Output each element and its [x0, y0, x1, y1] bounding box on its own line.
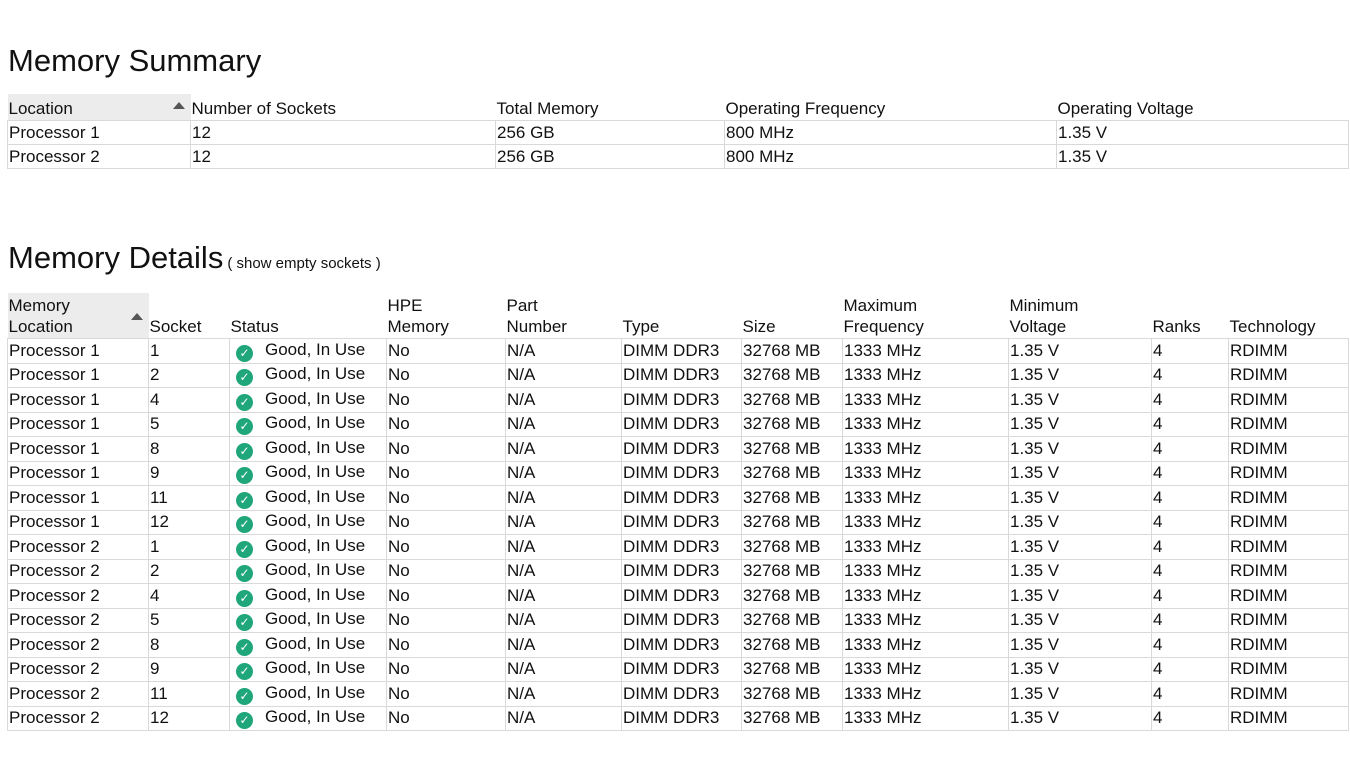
details-cell: 1.35 V: [1009, 657, 1152, 682]
details-cell: 32768 MB: [742, 510, 843, 535]
details-cell: [230, 706, 387, 731]
details-cell: No: [387, 388, 506, 413]
check-circle-icon: ✓: [236, 639, 253, 656]
details-cell: 5: [149, 608, 230, 633]
details-cell: RDIMM: [1229, 437, 1349, 462]
details-cell: No: [387, 608, 506, 633]
details-cell: 1333 MHz: [843, 412, 1009, 437]
details-cell: 1.35 V: [1009, 461, 1152, 486]
details-cell: No: [387, 657, 506, 682]
details-cell: 2: [149, 363, 230, 388]
summary-cell: Processor 2: [8, 145, 191, 169]
details-cell: 4: [1152, 461, 1229, 486]
details-cell: RDIMM: [1229, 633, 1349, 658]
header-line: [150, 295, 230, 316]
sort-ascending-icon: [173, 102, 185, 109]
details-cell: 4: [1152, 559, 1229, 584]
details-cell: [230, 657, 387, 682]
details-cell: DIMM DDR3: [622, 608, 742, 633]
summary-header-number-of-sockets[interactable]: Number of Sockets: [191, 99, 337, 118]
details-cell: Processor 2: [8, 535, 149, 560]
details-cell: No: [387, 437, 506, 462]
memory-row: [8, 682, 1349, 707]
check-circle-icon: ✓: [236, 467, 253, 484]
details-cell: 8: [149, 633, 230, 658]
details-cell: 1.35 V: [1009, 706, 1152, 731]
summary-cell: 12: [191, 121, 496, 145]
details-cell: 1.35 V: [1009, 535, 1152, 560]
summary-header-total-memory[interactable]: Total Memory: [496, 99, 599, 118]
check-circle-icon: ✓: [236, 541, 253, 558]
details-cell: No: [387, 363, 506, 388]
details-cell: [230, 388, 387, 413]
details-cell: 1333 MHz: [843, 682, 1009, 707]
header-line: Frequency: [843, 317, 924, 336]
details-cell: 1333 MHz: [843, 657, 1009, 682]
header-line: Ranks: [1152, 317, 1201, 336]
details-cell: N/A: [506, 461, 622, 486]
details-cell: N/A: [506, 388, 622, 413]
details-cell: DIMM DDR3: [622, 412, 742, 437]
header-line: Memory: [387, 317, 449, 336]
memory-row: [8, 608, 1349, 633]
details-cell: DIMM DDR3: [622, 437, 742, 462]
details-cell: No: [387, 412, 506, 437]
details-cell: N/A: [506, 706, 622, 731]
header-line: Number: [506, 317, 567, 336]
memory-row: [8, 559, 1349, 584]
check-circle-icon: ✓: [236, 418, 253, 435]
details-cell: 1.35 V: [1009, 437, 1152, 462]
details-cell: N/A: [506, 363, 622, 388]
status-text: Good, In Use: [265, 658, 366, 678]
details-cell: N/A: [506, 412, 622, 437]
details-cell: RDIMM: [1229, 388, 1349, 413]
details-cell: 4: [1152, 363, 1229, 388]
details-cell: Processor 2: [8, 608, 149, 633]
details-cell: [230, 584, 387, 609]
details-cell: 8: [149, 437, 230, 462]
details-cell: RDIMM: [1229, 706, 1349, 731]
memory-details-title-text: Memory Details: [8, 240, 224, 275]
details-cell: No: [387, 559, 506, 584]
details-cell: 4: [1152, 633, 1229, 658]
details-cell: 4: [1152, 339, 1229, 364]
details-cell: DIMM DDR3: [622, 363, 742, 388]
details-cell: N/A: [506, 437, 622, 462]
details-cell: 1333 MHz: [843, 559, 1009, 584]
details-cell: DIMM DDR3: [622, 339, 742, 364]
details-cell: 11: [149, 486, 230, 511]
details-cell: DIMM DDR3: [622, 486, 742, 511]
details-cell: Processor 2: [8, 682, 149, 707]
header-line: Socket: [149, 317, 202, 336]
details-cell: 1333 MHz: [843, 535, 1009, 560]
details-header-size[interactable]: [742, 293, 843, 339]
details-header-ranks[interactable]: [1152, 293, 1229, 339]
status-text: Good, In Use: [265, 511, 366, 531]
details-header-memory-location[interactable]: [8, 293, 149, 339]
details-cell: N/A: [506, 510, 622, 535]
details-cell: 32768 MB: [742, 339, 843, 364]
memory-summary-title: Memory Summary: [8, 43, 262, 78]
details-cell: Processor 1: [8, 510, 149, 535]
details-cell: No: [387, 486, 506, 511]
details-cell: 32768 MB: [742, 388, 843, 413]
details-cell: DIMM DDR3: [622, 706, 742, 731]
details-cell: 1333 MHz: [843, 510, 1009, 535]
details-cell: 1.35 V: [1009, 559, 1152, 584]
summary-cell: Processor 1: [8, 121, 191, 145]
details-cell: No: [387, 633, 506, 658]
details-cell: 4: [1152, 437, 1229, 462]
details-cell: [230, 461, 387, 486]
memory-row: [8, 633, 1349, 658]
details-cell: 32768 MB: [742, 682, 843, 707]
details-header-part-number[interactable]: [506, 293, 622, 339]
details-cell: [230, 486, 387, 511]
status-text: Good, In Use: [265, 682, 366, 702]
details-cell: DIMM DDR3: [622, 633, 742, 658]
details-cell: 1: [149, 535, 230, 560]
memory-summary-table: [7, 94, 1349, 169]
details-header-minimum-voltage[interactable]: [1009, 293, 1152, 339]
memory-row: [8, 461, 1349, 486]
details-cell: 32768 MB: [742, 584, 843, 609]
details-cell: RDIMM: [1229, 461, 1349, 486]
details-cell: 32768 MB: [742, 412, 843, 437]
memory-row: [8, 657, 1349, 682]
header-line: Type: [622, 317, 660, 336]
memory-row: [8, 486, 1349, 511]
status-text: Good, In Use: [265, 364, 366, 384]
summary-header-operating-voltage[interactable]: Operating Voltage: [1057, 99, 1194, 118]
details-cell: RDIMM: [1229, 412, 1349, 437]
details-cell: 1.35 V: [1009, 584, 1152, 609]
details-cell: Processor 2: [8, 584, 149, 609]
details-cell: 1333 MHz: [843, 388, 1009, 413]
summary-cell: 256 GB: [496, 145, 725, 169]
details-cell: 1.35 V: [1009, 388, 1152, 413]
summary-cell: 800 MHz: [725, 121, 1057, 145]
details-cell: N/A: [506, 339, 622, 364]
details-cell: DIMM DDR3: [622, 657, 742, 682]
memory-row: [8, 535, 1349, 560]
check-circle-icon: ✓: [236, 712, 253, 729]
details-cell: Processor 1: [8, 461, 149, 486]
details-cell: [230, 363, 387, 388]
details-cell: No: [387, 461, 506, 486]
details-cell: DIMM DDR3: [622, 510, 742, 535]
details-cell: No: [387, 510, 506, 535]
header-line: HPE: [387, 296, 423, 315]
header-line: Location: [8, 317, 73, 336]
summary-row: [8, 121, 1349, 145]
details-cell: 4: [1152, 486, 1229, 511]
header-line: [231, 295, 387, 316]
details-cell: DIMM DDR3: [622, 584, 742, 609]
summary-cell: 1.35 V: [1057, 145, 1349, 169]
details-cell: RDIMM: [1229, 608, 1349, 633]
details-cell: No: [387, 535, 506, 560]
details-cell: 2: [149, 559, 230, 584]
details-cell: 32768 MB: [742, 657, 843, 682]
status-text: Good, In Use: [265, 609, 366, 629]
memory-row: [8, 706, 1349, 731]
summary-cell: 256 GB: [496, 121, 725, 145]
details-cell: Processor 1: [8, 388, 149, 413]
memory-row: [8, 584, 1349, 609]
details-cell: N/A: [506, 682, 622, 707]
check-circle-icon: ✓: [236, 492, 253, 509]
check-circle-icon: ✓: [236, 688, 253, 705]
details-cell: [230, 339, 387, 364]
details-cell: DIMM DDR3: [622, 559, 742, 584]
details-cell: [230, 633, 387, 658]
details-cell: 1333 MHz: [843, 363, 1009, 388]
memory-details-title: [8, 240, 381, 276]
details-cell: N/A: [506, 535, 622, 560]
memory-row: [8, 339, 1349, 364]
status-text: Good, In Use: [265, 339, 366, 359]
summary-header-operating-frequency[interactable]: Operating Frequency: [725, 99, 886, 118]
check-circle-icon: ✓: [236, 394, 253, 411]
header-line: Part: [506, 296, 538, 315]
details-cell: No: [387, 682, 506, 707]
details-cell: No: [387, 339, 506, 364]
header-line: Status: [230, 317, 279, 336]
details-cell: Processor 2: [8, 657, 149, 682]
summary-cell: 800 MHz: [725, 145, 1057, 169]
details-header-maximum-frequency[interactable]: [843, 293, 1009, 339]
details-cell: 4: [1152, 535, 1229, 560]
check-circle-icon: ✓: [236, 663, 253, 680]
summary-row: [8, 145, 1349, 169]
header-line: Technology: [1229, 317, 1316, 336]
check-circle-icon: ✓: [236, 443, 253, 460]
details-header-status[interactable]: [230, 293, 387, 339]
details-cell: RDIMM: [1229, 363, 1349, 388]
details-cell: RDIMM: [1229, 486, 1349, 511]
check-circle-icon: ✓: [236, 369, 253, 386]
details-header-technology[interactable]: [1229, 293, 1349, 339]
details-cell: 4: [1152, 657, 1229, 682]
details-cell: N/A: [506, 633, 622, 658]
details-cell: 32768 MB: [742, 633, 843, 658]
header-line: Maximum: [843, 296, 918, 315]
details-cell: [230, 608, 387, 633]
details-cell: 1.35 V: [1009, 510, 1152, 535]
details-cell: 1.35 V: [1009, 633, 1152, 658]
details-cell: Processor 2: [8, 706, 149, 731]
details-cell: RDIMM: [1229, 510, 1349, 535]
header-line: Memory: [8, 296, 70, 315]
details-cell: [230, 412, 387, 437]
details-cell: 1333 MHz: [843, 584, 1009, 609]
details-cell: DIMM DDR3: [622, 535, 742, 560]
header-line: Minimum: [1009, 296, 1079, 315]
details-cell: [230, 535, 387, 560]
summary-header-location[interactable]: Location: [8, 94, 191, 121]
details-header-type[interactable]: [622, 293, 742, 339]
details-cell: 32768 MB: [742, 535, 843, 560]
details-cell: 1333 MHz: [843, 608, 1009, 633]
details-cell: 4: [1152, 584, 1229, 609]
details-cell: 1333 MHz: [843, 437, 1009, 462]
details-cell: [230, 559, 387, 584]
details-cell: RDIMM: [1229, 657, 1349, 682]
details-cell: No: [387, 584, 506, 609]
details-cell: RDIMM: [1229, 682, 1349, 707]
status-text: Good, In Use: [265, 486, 366, 506]
details-cell: 32768 MB: [742, 437, 843, 462]
header-line: [1153, 295, 1229, 316]
details-cell: N/A: [506, 657, 622, 682]
details-cell: Processor 1: [8, 363, 149, 388]
details-cell: RDIMM: [1229, 535, 1349, 560]
check-circle-icon: ✓: [236, 614, 253, 631]
status-text: Good, In Use: [265, 535, 366, 555]
sort-ascending-icon: [131, 313, 143, 320]
details-cell: N/A: [506, 559, 622, 584]
memory-details-table: [7, 293, 1349, 731]
details-cell: 4: [149, 584, 230, 609]
details-cell: 12: [149, 510, 230, 535]
show-empty-sockets-link[interactable]: ( show empty sockets ): [227, 255, 381, 272]
status-text: Good, In Use: [265, 437, 366, 457]
details-cell: No: [387, 706, 506, 731]
details-cell: 1333 MHz: [843, 486, 1009, 511]
details-cell: Processor 1: [8, 486, 149, 511]
header-line: [743, 295, 843, 316]
check-circle-icon: ✓: [236, 590, 253, 607]
details-cell: RDIMM: [1229, 584, 1349, 609]
check-circle-icon: ✓: [236, 516, 253, 533]
details-cell: 5: [149, 412, 230, 437]
header-line: [1230, 295, 1349, 316]
details-cell: 1.35 V: [1009, 608, 1152, 633]
status-text: Good, In Use: [265, 633, 366, 653]
summary-cell: 1.35 V: [1057, 121, 1349, 145]
details-cell: 1333 MHz: [843, 706, 1009, 731]
details-cell: 32768 MB: [742, 461, 843, 486]
memory-row: [8, 437, 1349, 462]
status-text: Good, In Use: [265, 584, 366, 604]
details-cell: N/A: [506, 486, 622, 511]
details-cell: 4: [1152, 608, 1229, 633]
details-header-hpe-memory[interactable]: [387, 293, 506, 339]
check-circle-icon: ✓: [236, 565, 253, 582]
details-cell: Processor 1: [8, 339, 149, 364]
status-text: Good, In Use: [265, 413, 366, 433]
details-cell: DIMM DDR3: [622, 388, 742, 413]
header-line: Size: [742, 317, 776, 336]
status-text: Good, In Use: [265, 388, 366, 408]
details-cell: 32768 MB: [742, 706, 843, 731]
status-text: Good, In Use: [265, 462, 366, 482]
details-cell: 32768 MB: [742, 486, 843, 511]
details-header-socket[interactable]: [149, 293, 230, 339]
details-cell: 1333 MHz: [843, 633, 1009, 658]
details-cell: RDIMM: [1229, 339, 1349, 364]
header-line: Voltage: [1009, 317, 1067, 336]
status-text: Good, In Use: [265, 707, 366, 727]
status-text: Good, In Use: [265, 560, 366, 580]
details-cell: 1.35 V: [1009, 339, 1152, 364]
details-cell: 32768 MB: [742, 363, 843, 388]
details-cell: 1.35 V: [1009, 486, 1152, 511]
details-cell: DIMM DDR3: [622, 682, 742, 707]
details-cell: 4: [1152, 682, 1229, 707]
details-cell: Processor 1: [8, 412, 149, 437]
details-cell: [230, 437, 387, 462]
details-cell: DIMM DDR3: [622, 461, 742, 486]
details-cell: 11: [149, 682, 230, 707]
details-cell: 9: [149, 657, 230, 682]
check-circle-icon: ✓: [236, 345, 253, 362]
details-cell: 32768 MB: [742, 559, 843, 584]
details-cell: 4: [1152, 412, 1229, 437]
details-cell: Processor 1: [8, 437, 149, 462]
details-cell: 1.35 V: [1009, 682, 1152, 707]
details-cell: 4: [1152, 510, 1229, 535]
details-cell: Processor 2: [8, 633, 149, 658]
details-cell: 4: [1152, 388, 1229, 413]
details-cell: 4: [149, 388, 230, 413]
details-cell: 1333 MHz: [843, 461, 1009, 486]
details-cell: [230, 682, 387, 707]
memory-row: [8, 412, 1349, 437]
details-cell: 1.35 V: [1009, 363, 1152, 388]
summary-cell: 12: [191, 145, 496, 169]
details-cell: Processor 2: [8, 559, 149, 584]
header-line: [623, 295, 742, 316]
details-cell: 1333 MHz: [843, 339, 1009, 364]
details-cell: [230, 510, 387, 535]
details-cell: 4: [1152, 706, 1229, 731]
details-cell: 32768 MB: [742, 608, 843, 633]
details-cell: 1.35 V: [1009, 412, 1152, 437]
details-cell: 12: [149, 706, 230, 731]
details-cell: N/A: [506, 584, 622, 609]
memory-row: [8, 388, 1349, 413]
details-cell: 1: [149, 339, 230, 364]
memory-row: [8, 363, 1349, 388]
details-cell: N/A: [506, 608, 622, 633]
memory-row: [8, 510, 1349, 535]
details-cell: RDIMM: [1229, 559, 1349, 584]
details-cell: 9: [149, 461, 230, 486]
